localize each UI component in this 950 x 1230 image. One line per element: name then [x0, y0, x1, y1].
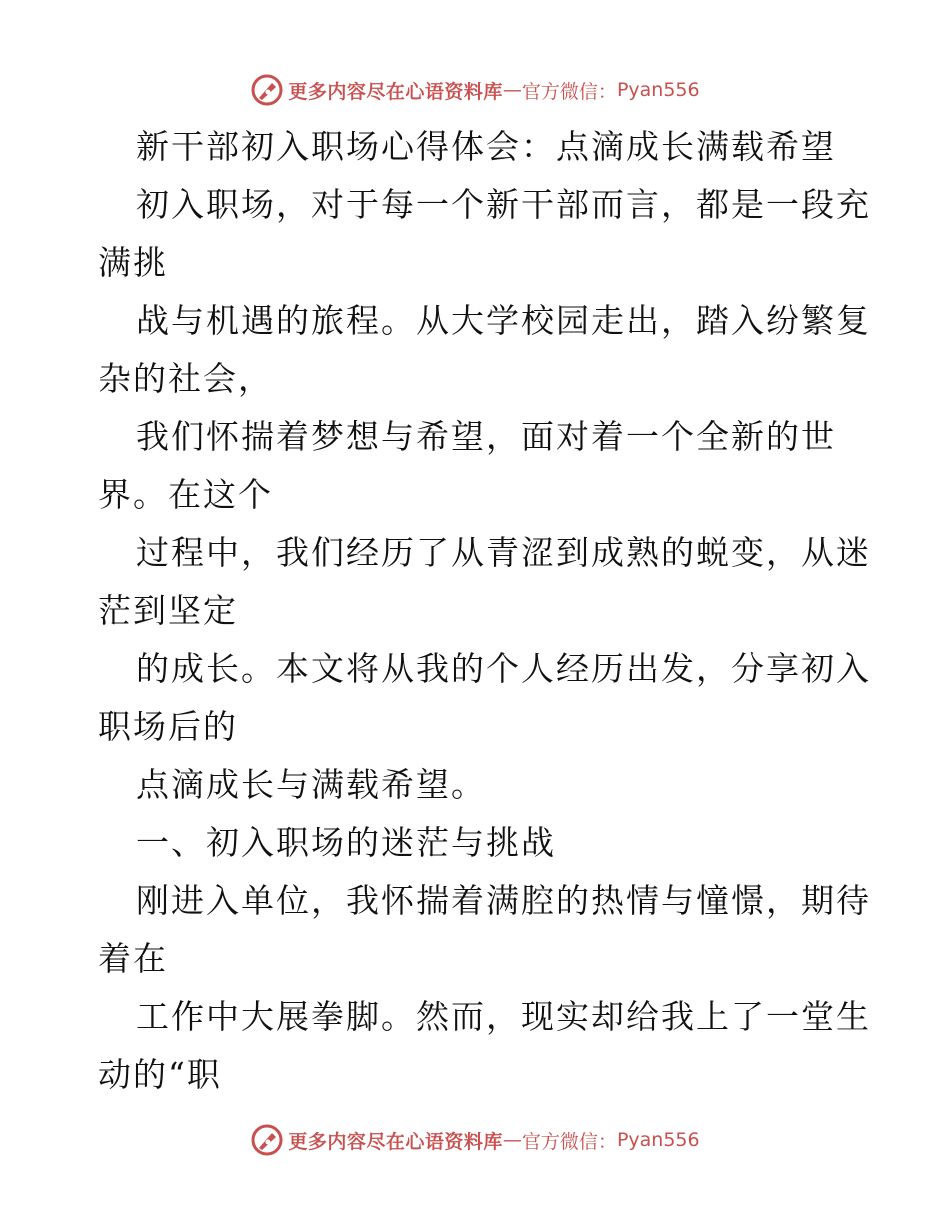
text-line: 工作中大展拳脚。然而，现实却给我上了一堂生: [136, 997, 871, 1036]
text-line: 刚进入单位，我怀揣着满腔的热情与憧憬，期待: [136, 881, 871, 920]
watermark-wechat-id: Pyan556: [616, 1129, 700, 1151]
text-line: 茫到坚定: [98, 591, 238, 630]
text-line: 职场后的: [98, 707, 238, 746]
header-watermark: [0, 72, 950, 108]
section-heading: 一、初入职场的迷茫与挑战: [136, 823, 556, 862]
pen-nib-logo-icon: [250, 1123, 284, 1157]
text-line: 初入职场，对于每一个新干部而言，都是一段充: [136, 185, 871, 224]
text-line: 动的“职: [98, 1055, 222, 1094]
text-line: 杂的社会，: [98, 359, 273, 398]
text-line: 的成长。本文将从我的个人经历出发，分享初入: [136, 649, 871, 688]
text-line: 界。在这个: [98, 475, 273, 514]
watermark-dash: —: [502, 1129, 522, 1151]
document-title: 新干部初入职场心得体会：点滴成长满载希望: [136, 127, 836, 166]
watermark-main-text: 更多内容尽在心语资料库: [288, 1130, 503, 1153]
document-body: [98, 118, 871, 1104]
text-line: 满挑: [98, 243, 168, 282]
text-line: 我们怀揣着梦想与希望，面对着一个全新的世: [136, 417, 836, 456]
pen-nib-logo-icon: [250, 73, 284, 107]
text-line: 过程中，我们经历了从青涩到成熟的蜕变，从迷: [136, 533, 871, 572]
watermark-wechat-id: Pyan556: [616, 79, 700, 101]
text-line: 战与机遇的旅程。从大学校园走出，踏入纷繁复: [136, 301, 871, 340]
footer-watermark: [0, 1122, 950, 1158]
watermark-dash: —: [502, 79, 522, 101]
text-line: 点滴成长与满载希望。: [136, 765, 486, 804]
watermark-contact-label: 官方微信：: [521, 80, 617, 103]
text-line: 着在: [98, 939, 168, 978]
watermark-main-text: 更多内容尽在心语资料库: [288, 80, 503, 103]
watermark-contact-label: 官方微信：: [521, 1130, 617, 1153]
